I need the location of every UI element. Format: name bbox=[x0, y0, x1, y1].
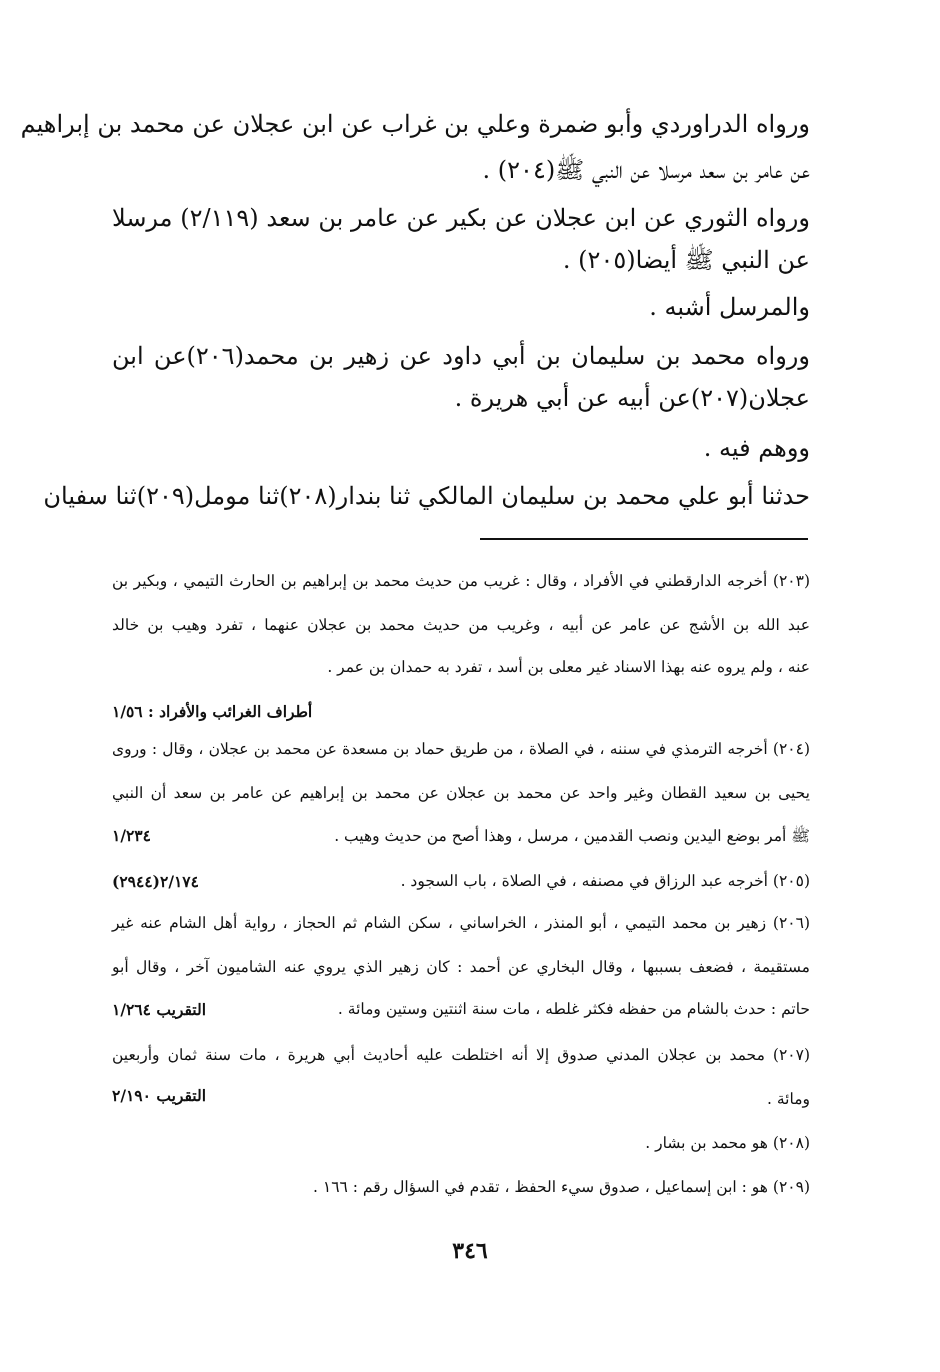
footnote-line: (٢٠٥) أخرجه عبد الرزاق في مصنفه ، في الصلاة ، باب السجود . bbox=[400, 872, 810, 890]
footnote-reference: التقريب ٢/١٩٠ bbox=[112, 1086, 206, 1105]
page-number: ٣٤٦ bbox=[452, 1238, 488, 1264]
footnote-line: (٢٠٧) محمد بن عجلان المدني صدوق إلا أنه اختلطت عليه أحاديث أبي هريرة ، مات سنة ثمان وأربعين bbox=[112, 1046, 810, 1064]
main-text-line: حدثنا أبو علي محمد بن سليمان المالكي ثنا بندار(٢٠٨)ثنا مومل(٢٠٩)ثنا سفيان bbox=[43, 482, 810, 510]
footnote-line: مستقيمة ، فضعف بسببها ، وقال البخاري عن أحمد : كان زهير الذي يروي عنه الشاميون آخر ، وقال أبو bbox=[112, 958, 810, 976]
footnote-line: (٢٠٨) هو محمد بن بشار . bbox=[645, 1134, 810, 1152]
main-text-line: عجلان(٢٠٧)عن أبيه عن أبي هريرة . bbox=[454, 384, 810, 412]
main-text-line: ورواه الدراوردي وأبو ضمرة وعلي بن غراب عن ابن عجلان عن محمد بن إبراهيم bbox=[20, 110, 810, 138]
footnote-line: حاتم : حدث بالشام من حفظه فكثر غلطه ، مات سنة اثنتين وستين ومائة . bbox=[337, 1000, 810, 1018]
footnote-source: أطراف الغرائب والأفراد : ١/٥٦ bbox=[112, 702, 313, 721]
footnote-line: (٢٠٦) زهير بن محمد التيمي ، أبو المنذر ، الخراساني ، سكن الشام ثم الحجاز ، رواية أهل الشام عنه غير bbox=[112, 914, 810, 932]
footnote-reference: ١/٢٣٤ bbox=[112, 826, 151, 845]
footnote-line: عبد الله بن الأشج عن عامر عن أبيه ، وغريب من حديث محمد بن عجلان عنهما ، تفرد وهيب بن خالد bbox=[112, 616, 810, 634]
footnote-reference: ٢/١٧٤(٢٩٤٤) bbox=[112, 872, 199, 891]
main-text-line: ورواه محمد بن سليمان بن أبي داود عن زهير بن محمد(٢٠٦)عن ابن bbox=[112, 342, 810, 370]
footnote-line: (٢٠٩) هو : ابن إسماعيل ، صدوق سيء الحفظ ، تقدم في السؤال رقم : ١٦٦ . bbox=[313, 1178, 810, 1196]
main-text-line: ووهم فيه . bbox=[703, 434, 810, 462]
footnote-separator bbox=[480, 538, 808, 540]
footnote-reference: التقريب ١/٢٦٤ bbox=[112, 1000, 206, 1019]
footnote-line: عنه ، ولم يروه عنه بهذا الاسناد غير معلى بن أسد ، تفرد به حمدان بن عمر . bbox=[327, 658, 810, 676]
main-text-line: عن النبي ﷺ أيضا(٢٠٥) . bbox=[562, 246, 810, 274]
footnote-line: (٢٠٣) أخرجه الدارقطني في الأفراد ، وقال : غريب من حديث محمد بن إبراهيم بن الحارث التيمي ، وبكير بن bbox=[112, 572, 810, 590]
main-text-line: والمرسل أشبه . bbox=[649, 293, 810, 321]
footnote-line: (٢٠٤) أخرجه الترمذي في سننه ، في الصلاة ، من طريق حماد بن مسعدة عن محمد بن عجلان ، وقال : وروى bbox=[112, 740, 810, 758]
footnote-line: ومائة . bbox=[767, 1090, 810, 1108]
main-text-line: ورواه الثوري عن ابن عجلان عن بكير عن عامر بن سعد (٢/١١٩) مرسلا bbox=[112, 204, 810, 232]
main-text-line: عن عامر بن سعد مرسلا عن النبي ﷺ(٢٠٤) . bbox=[482, 156, 810, 184]
footnote-line: يحيى بن سعيد القطان وغير واحد عن محمد بن عجلان عن محمد بن إبراهيم عن عامر بن سعد أن النبي bbox=[112, 784, 810, 802]
footnote-line: ﷺ أمر بوضع اليدين ونصب القدمين ، مرسل ، وهذا أصح من حديث وهيب . bbox=[334, 827, 810, 845]
